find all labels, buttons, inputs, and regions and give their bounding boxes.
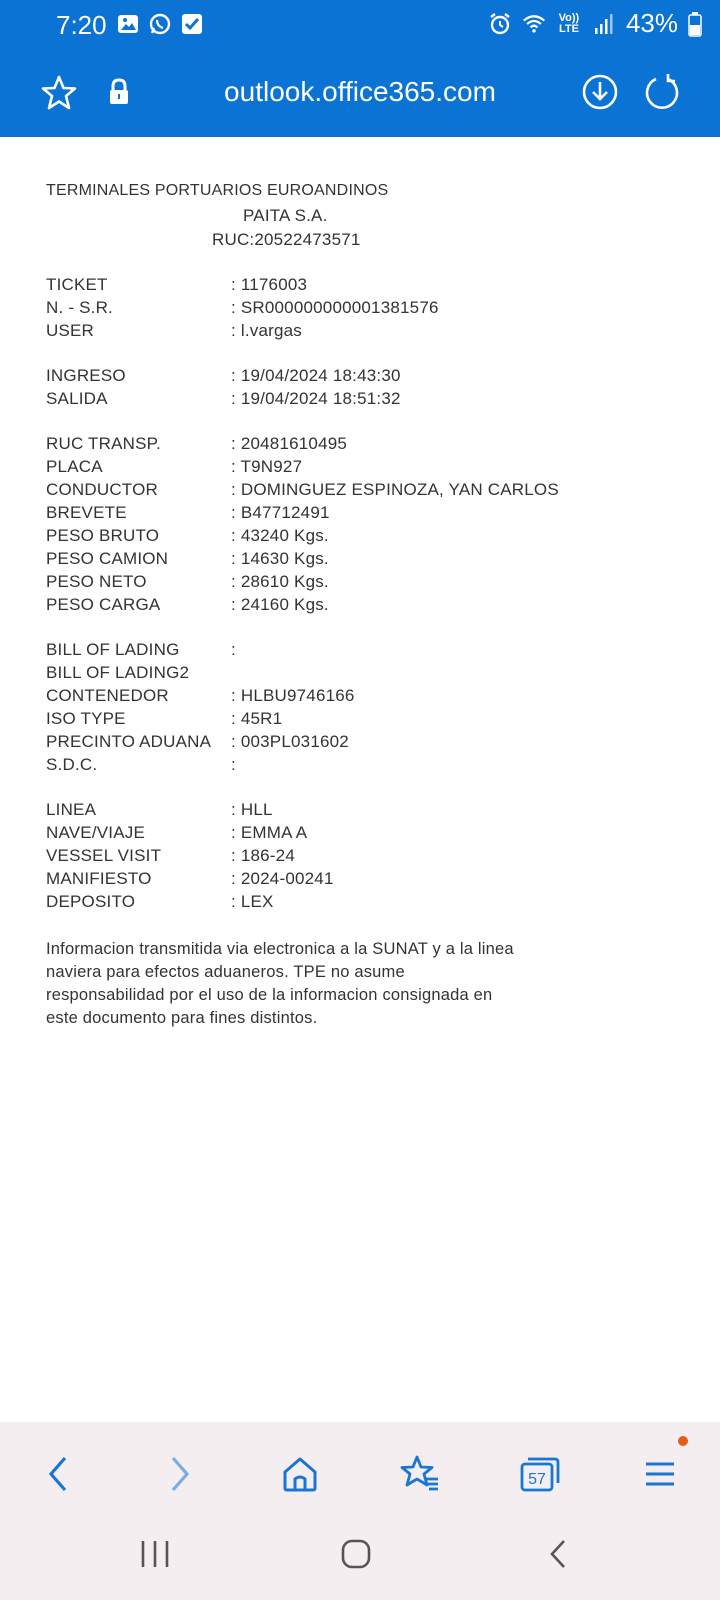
- field-row: VESSEL VISIT : 186-24: [46, 846, 295, 865]
- back-icon[interactable]: [34, 1450, 82, 1498]
- field-row: TICKET : 1176003: [46, 275, 308, 294]
- company-name-2: PAITA S.A.: [243, 206, 328, 225]
- url-text[interactable]: outlook.office365.com: [224, 76, 496, 107]
- home-icon[interactable]: [276, 1450, 324, 1498]
- disclaimer-text: Informacion transmitida via electronica a la SUNAT y a la linea naviera para efectos aduaneros. TPE no asume responsabilidad por el uso de la informacion consignada en este documento para fines distintos.: [46, 940, 514, 1027]
- menu-notification-dot: [678, 1436, 688, 1446]
- tab-count: 57: [528, 1471, 546, 1488]
- lte-indicator: Vo)) LTE: [558, 11, 580, 35]
- field-row: CONDUCTOR : DOMINGUEZ ESPINOZA, YAN CARLOS: [46, 480, 559, 499]
- field-row: PESO BRUTO : 43240 Kgs.: [46, 526, 329, 545]
- recent-apps-icon[interactable]: [125, 1526, 185, 1582]
- field-row: BILL OF LADING2: [46, 663, 190, 682]
- battery-icon: [688, 12, 702, 36]
- system-back-icon[interactable]: [528, 1526, 588, 1582]
- wifi-icon: [522, 12, 546, 36]
- field-row: PRECINTO ADUANA : 003PL031602: [46, 732, 349, 751]
- field-row: DEPOSITO : LEX: [46, 892, 274, 911]
- whatsapp-notification-icon: [148, 12, 172, 36]
- company-name: TERMINALES PORTUARIOS EUROANDINOS: [46, 182, 389, 199]
- field-row: RUC TRANSP. : 20481610495: [46, 434, 348, 453]
- task-notification-icon: [180, 12, 204, 36]
- status-right: [488, 8, 702, 39]
- browser-top-bar: [0, 0, 720, 137]
- status-left-icons: [116, 12, 204, 36]
- address-bar: [0, 62, 720, 126]
- field-row: PESO NETO : 28610 Kgs.: [46, 572, 329, 591]
- tabs-icon[interactable]: [516, 1450, 564, 1498]
- field-row: PLACA : T9N927: [46, 457, 303, 476]
- gallery-notification-icon: [116, 12, 140, 36]
- field-row: USER : l.vargas: [46, 321, 302, 340]
- download-icon[interactable]: [580, 72, 620, 117]
- field-row: MANIFIESTO : 2024-00241: [46, 869, 334, 888]
- field-row: N. - S.R. : SR000000000001381576: [46, 298, 439, 317]
- field-row: SALIDA : 19/04/2024 18:51:32: [46, 389, 401, 408]
- field-row: PESO CARGA : 24160 Kgs.: [46, 595, 329, 614]
- forward-icon[interactable]: [156, 1450, 204, 1498]
- system-home-icon[interactable]: [326, 1526, 386, 1582]
- field-row: INGRESO : 19/04/2024 18:43:30: [46, 366, 401, 385]
- field-row: PESO CAMION : 14630 Kgs.: [46, 549, 329, 568]
- battery-percent: 43%: [625, 8, 678, 38]
- field-row: BILL OF LADING :: [46, 640, 236, 659]
- alarm-icon: [488, 12, 512, 36]
- field-row: NAVE/VIAJE : EMMA A: [46, 823, 308, 842]
- signal-icon: [592, 12, 616, 36]
- field-row: S.D.C. :: [46, 755, 236, 774]
- company-ruc: RUC:20522473571: [212, 230, 361, 249]
- field-row: CONTENEDOR : HLBU9746166: [46, 686, 355, 705]
- bottom-navigation: [0, 1422, 720, 1600]
- field-row: BREVETE : B47712491: [46, 503, 330, 522]
- bookmarks-icon[interactable]: [396, 1450, 444, 1498]
- reload-icon[interactable]: [642, 72, 682, 117]
- field-row: ISO TYPE : 45R1: [46, 709, 283, 728]
- field-row: LINEA : HLL: [46, 800, 273, 819]
- status-time: 7:20: [56, 10, 107, 40]
- menu-icon[interactable]: [636, 1450, 684, 1498]
